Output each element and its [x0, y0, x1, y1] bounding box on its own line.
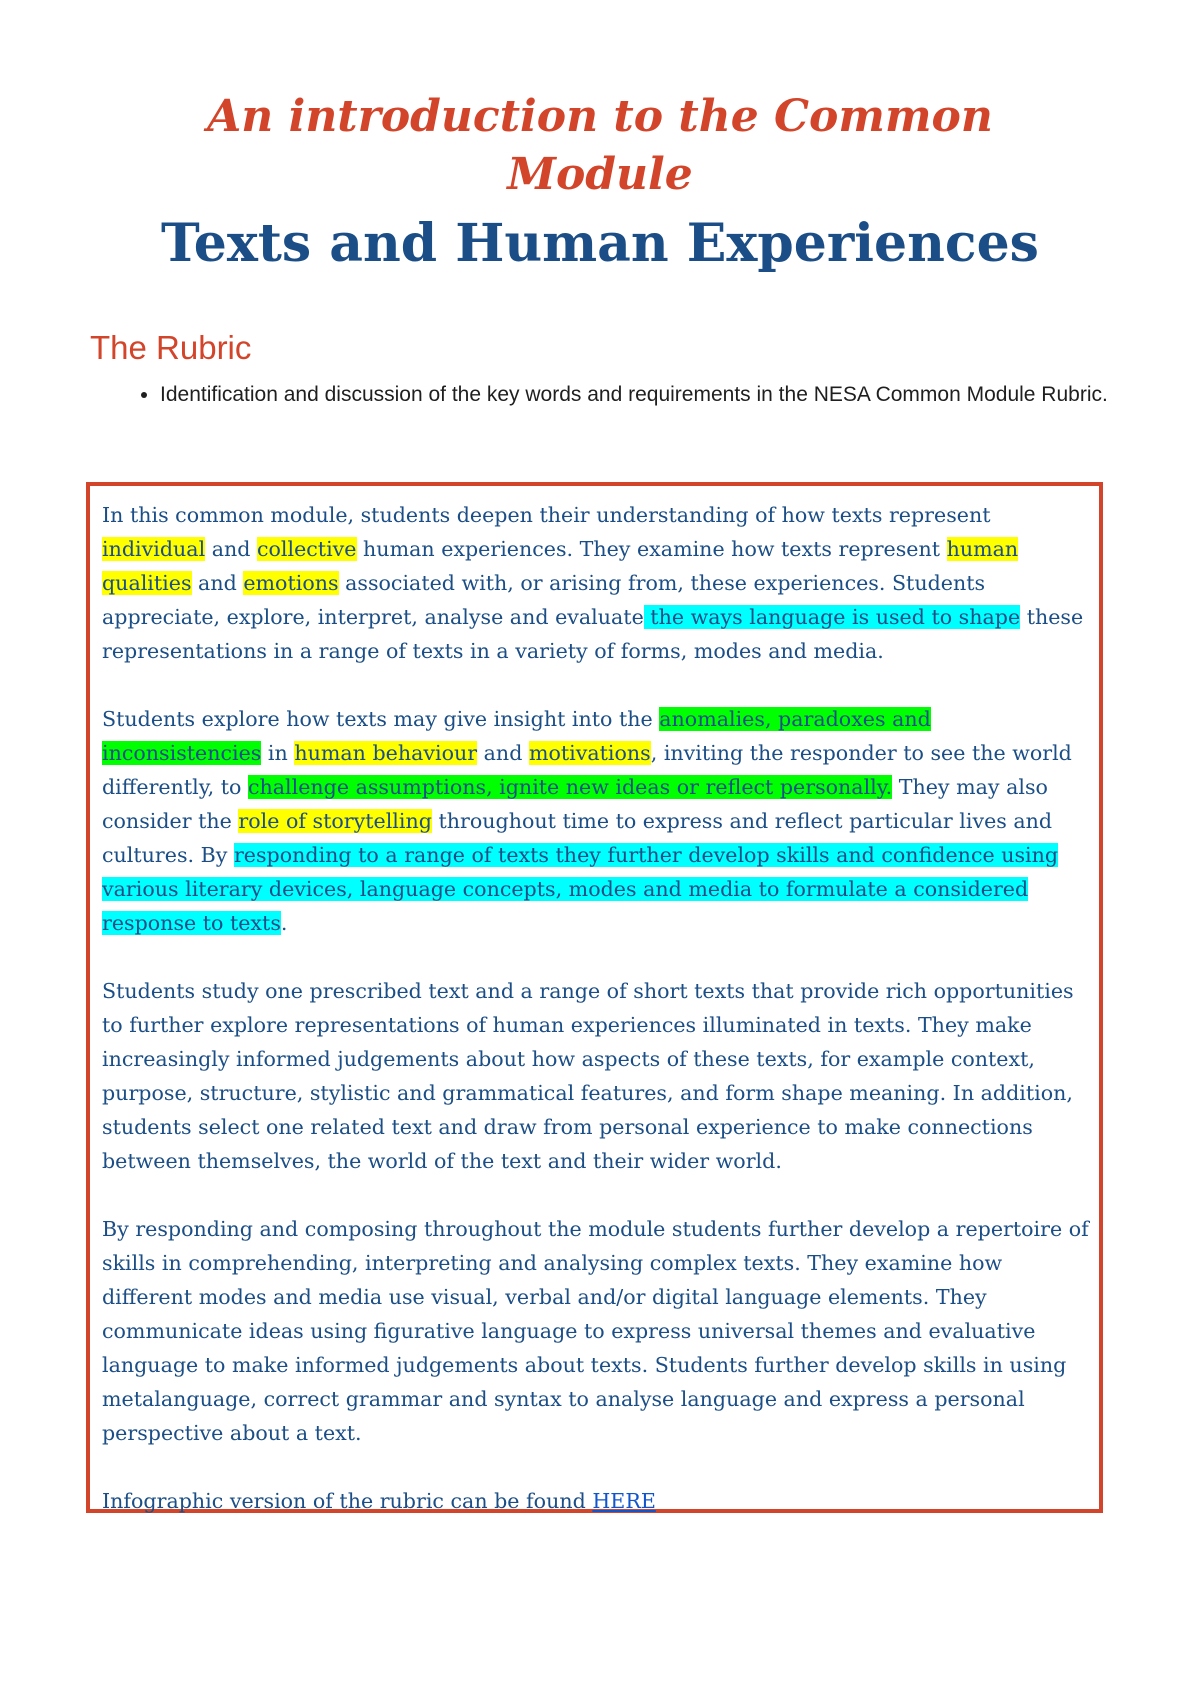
- highlight-green: anomalies, paradoxes and inconsistencies: [102, 707, 931, 765]
- bullet-item: • Identification and discussion of the key words and requirements in the NESA Common Module Rubric.: [160, 378, 1160, 412]
- highlight-yellow: emotions: [243, 571, 339, 595]
- text-run: throughout time to express and reflect particular lives and cultures. By: [102, 809, 1053, 867]
- text-run: and: [191, 571, 244, 595]
- document-subtitle: Texts and Human Experiences: [161, 213, 1039, 274]
- text-run: in: [261, 741, 295, 765]
- section-heading: The Rubric: [90, 329, 252, 366]
- highlight-yellow: collective: [256, 537, 357, 561]
- highlight-yellow: motivations: [528, 741, 651, 765]
- text-run: these representations in a range of texts in a variety of forms, modes and media.: [102, 605, 1084, 663]
- text-run: Infographic version of the rubric can be found: [102, 1489, 593, 1513]
- infographic-link[interactable]: HERE: [592, 1489, 656, 1513]
- highlight-cyan: responding to a range of texts they further develop skills and confidence using various literary devices, language concepts, modes and media to formulate a considered response to texts: [102, 843, 1059, 935]
- text-run: They may also consider the: [102, 775, 1048, 833]
- text-run: associated with, or arising from, these experiences. Students appreciate, explore, interpret, analyse and evaluate: [102, 571, 986, 629]
- text-run: human experiences. They examine how texts represent: [356, 537, 947, 561]
- rubric-paragraph-2: [102, 702, 1091, 940]
- rubric-paragraph-3: Students study one prescribed text and a range of short texts that provide rich opportunities to further explore representations of human experiences illuminated in texts. They make increasingly informed judgements about how aspects of these texts, for example context, purpose, structure, stylistic and grammatical features, and form shape meaning. In addition, students select one related text and draw from personal experience to make connections between themselves, the world of the text and their wider world.: [102, 979, 1074, 1173]
- text-run: In this common module, students deepen their understanding of how texts represent: [102, 503, 991, 527]
- rubric-paragraph-1: [102, 498, 1091, 668]
- text-run: and: [205, 537, 257, 561]
- document-title: An introduction to the Common Module: [207, 91, 993, 200]
- rubric-paragraph-5: [102, 1484, 1091, 1518]
- highlight-cyan: the ways language is used to shape: [643, 605, 1021, 629]
- highlight-yellow: human qualities: [102, 537, 1019, 595]
- highlight-yellow: human behaviour: [294, 741, 478, 765]
- highlight-green: challenge assumptions, ignite new ideas or reflect personally.: [247, 775, 893, 799]
- highlight-yellow: role of storytelling: [238, 809, 432, 833]
- highlight-yellow: individual: [102, 537, 206, 561]
- text-run: Students explore how texts may give insight into the: [102, 707, 660, 731]
- text-run: , inviting the responder to see the world differently, to: [102, 741, 1072, 799]
- section-bullet-list: [120, 378, 1160, 412]
- text-run: .: [280, 911, 288, 935]
- rubric-paragraph-4: By responding and composing throughout the module students further develop a repertoire of skills in comprehending, interpreting and analysing complex texts. They examine how different modes and media use visual, verbal and/or digital language elements. They communicate ideas using figurative language to express universal themes and evaluative language to make informed judgements about texts. Students further develop skills in using metalanguage, correct grammar and syntax to analyse language and express a personal perspective about a text.: [102, 1217, 1089, 1445]
- rubric-box: [86, 482, 1103, 1513]
- text-run: and: [477, 741, 529, 765]
